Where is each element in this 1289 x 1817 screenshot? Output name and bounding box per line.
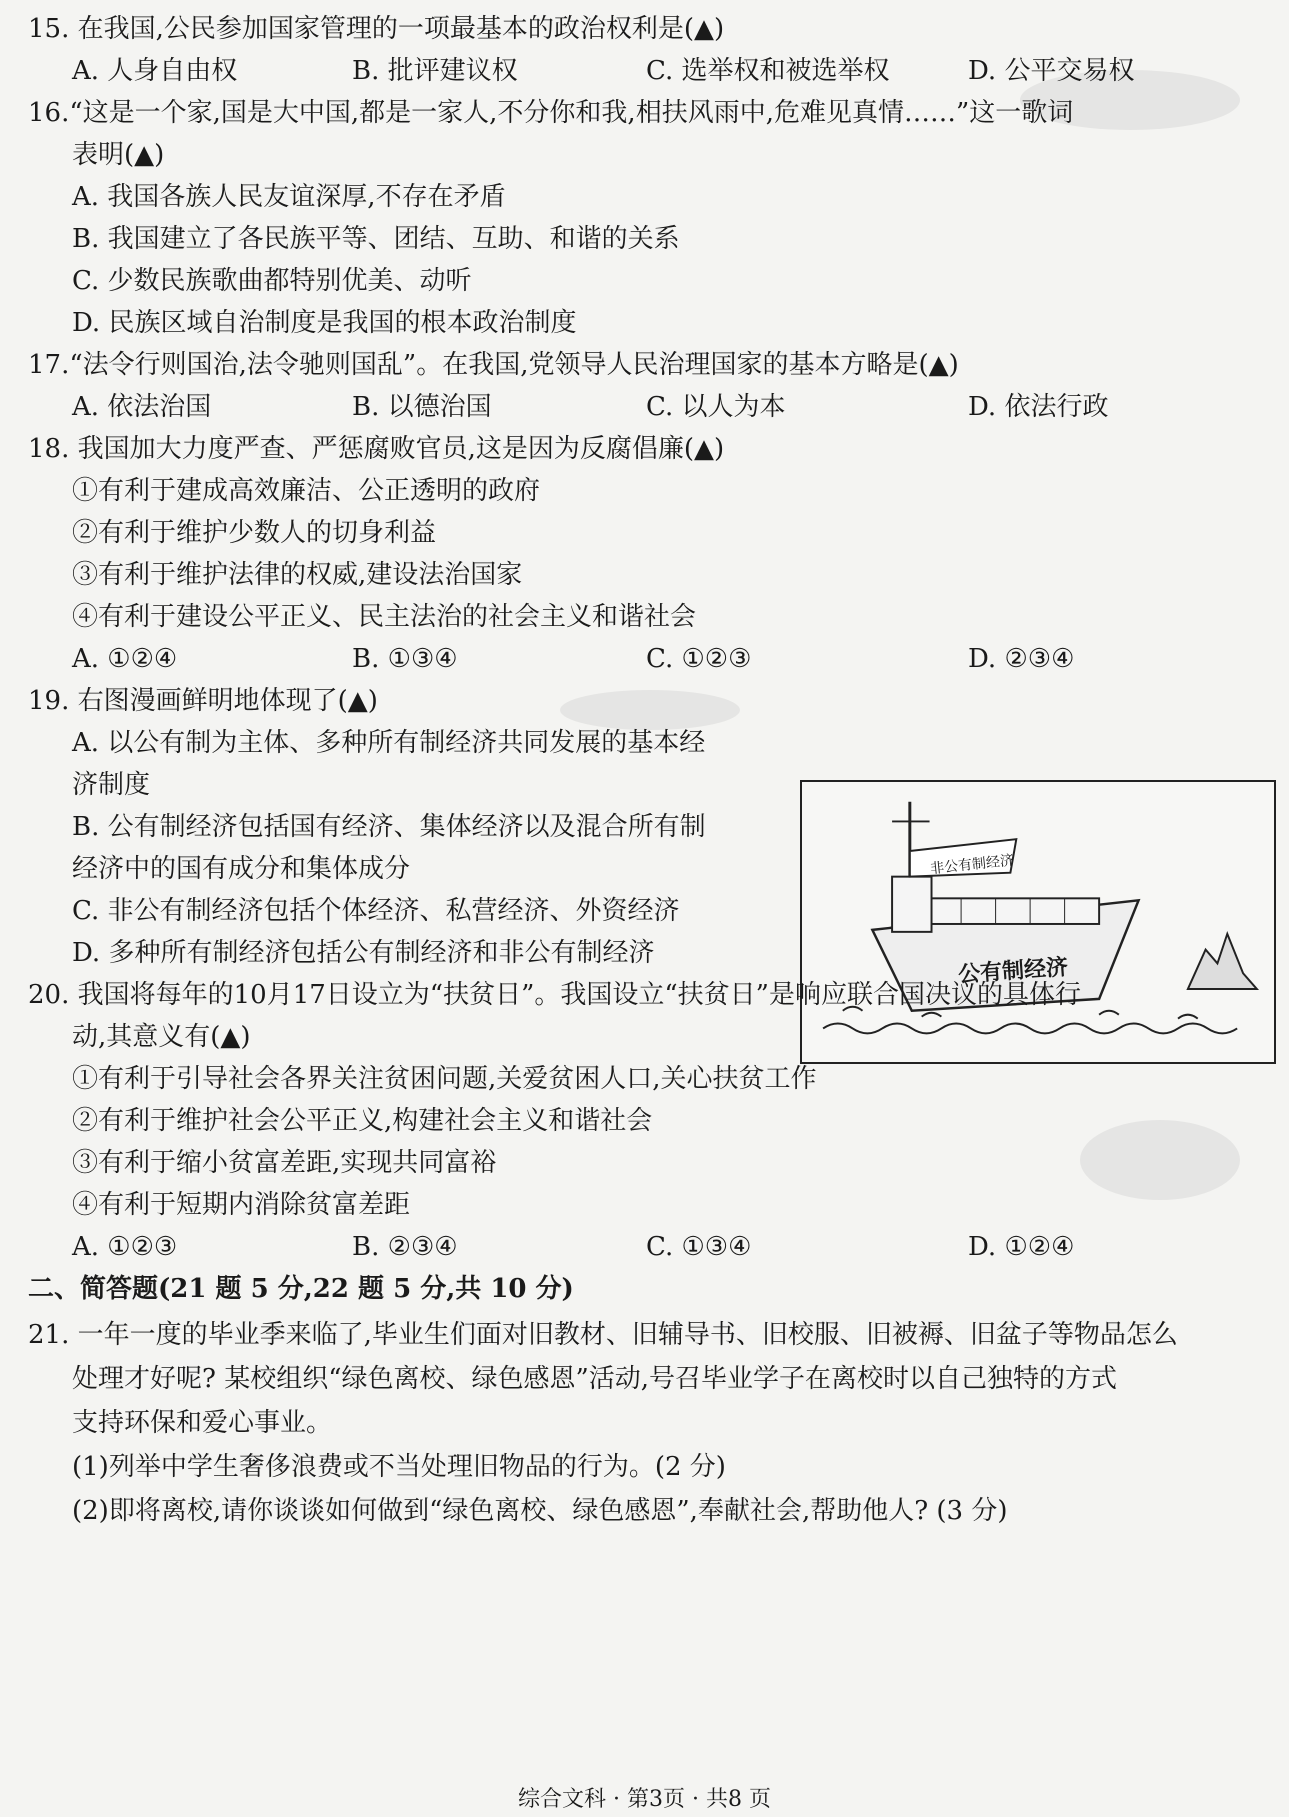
ship-cartoon-illustration — [802, 782, 1274, 1062]
q16-option-c: C. 少数民族歌曲都特别优美、动听 — [72, 266, 472, 296]
q20-option-a: A. ①②③ — [72, 1232, 178, 1262]
q20-stem-cont: 动,其意义有(▲) — [72, 1022, 251, 1052]
q18-option-d: D. ②③④ — [968, 644, 1075, 674]
q15-option-b: B. 批评建议权 — [352, 56, 518, 86]
q21-subquestion-1: (1)列举中学生奢侈浪费或不当处理旧物品的行为。(2 分) — [72, 1452, 726, 1482]
q16-option-a: A. 我国各族人民友谊深厚,不存在矛盾 — [72, 182, 506, 212]
q15-stem: 15. 在我国,公民参加国家管理的一项最基本的政治权利是(▲) — [28, 14, 725, 44]
q20-item-1: ①有利于引导社会各界关注贫困问题,关爱贫困人口,关心扶贫工作 — [72, 1064, 817, 1094]
q16-option-d: D. 民族区域自治制度是我国的根本政治制度 — [72, 308, 577, 338]
page-footer: 综合文科 · 第3页 · 共8 页 — [518, 1787, 771, 1812]
q15-option-c: C. 选举权和被选举权 — [646, 56, 890, 86]
scan-noise — [560, 690, 740, 730]
q21-subquestion-2: (2)即将离校,请你谈谈如何做到“绿色离校、绿色感恩”,奉献社会,帮助他人? (3 分) — [72, 1496, 1008, 1526]
q19-option-a: A. 以公有制为主体、多种所有制经济共同发展的基本经 — [72, 728, 706, 758]
q20-item-3: ③有利于缩小贫富差距,实现共同富裕 — [72, 1148, 497, 1178]
q21-stem-cont-1: 处理才好呢? 某校组织“绿色离校、绿色感恩”活动,号召毕业学子在离校时以自己独特的方式 — [72, 1364, 1118, 1394]
cartoon-hull-label: 公有制经济 — [957, 955, 1069, 988]
q18-option-c: C. ①②③ — [646, 644, 752, 674]
q18-option-a: A. ①②④ — [72, 644, 178, 674]
q17-option-d: D. 依法行政 — [968, 392, 1109, 422]
q21-stem: 21. 一年一度的毕业季来临了,毕业生们面对旧教材、旧辅导书、旧校服、旧被褥、旧盆子等物品怎么 — [28, 1320, 1178, 1350]
q20-item-2: ②有利于维护社会公平正义,构建社会主义和谐社会 — [72, 1106, 653, 1136]
q20-option-c: C. ①③④ — [646, 1232, 752, 1262]
q20-option-d: D. ①②④ — [968, 1232, 1075, 1262]
scan-noise — [1080, 1120, 1240, 1200]
q19-option-d: D. 多种所有制经济包括公有制经济和非公有制经济 — [72, 938, 655, 968]
q19-option-c: C. 非公有制经济包括个体经济、私营经济、外资经济 — [72, 896, 680, 926]
q20-stem: 20. 我国将每年的10月17日设立为“扶贫日”。我国设立“扶贫日”是响应联合国决议的具体行 — [28, 980, 1081, 1010]
q17-stem: 17.“法令行则国治,法令驰则国乱”。在我国,党领导人民治理国家的基本方略是(▲) — [28, 350, 959, 380]
q21-stem-cont-2: 支持环保和爱心事业。 — [72, 1408, 333, 1438]
q16-stem: 16.“这是一个家,国是大中国,都是一家人,不分你和我,相扶风雨中,危难见真情……”这一歌词 — [28, 98, 1074, 128]
q18-option-b: B. ①③④ — [352, 644, 458, 674]
q19-option-b-cont: 经济中的国有成分和集体成分 — [72, 854, 411, 884]
q19-option-b: B. 公有制经济包括国有经济、集体经济以及混合所有制 — [72, 812, 706, 842]
q19-option-a-cont: 济制度 — [72, 770, 151, 800]
q16-option-b: B. 我国建立了各民族平等、团结、互助、和谐的关系 — [72, 224, 680, 254]
q17-option-b: B. 以德治国 — [352, 392, 492, 422]
cartoon-flag-label: 非公有制经济 — [929, 852, 1015, 878]
q20-item-4: ④有利于短期内消除贫富差距 — [72, 1190, 411, 1220]
q19-stem: 19. 右图漫画鲜明地体现了(▲) — [28, 686, 378, 716]
q18-item-2: ②有利于维护少数人的切身利益 — [72, 518, 437, 548]
q18-stem: 18. 我国加大力度严查、严惩腐败官员,这是因为反腐倡廉(▲) — [28, 434, 725, 464]
q17-option-a: A. 依法治国 — [72, 392, 212, 422]
q15-option-a: A. 人身自由权 — [72, 56, 238, 86]
q18-item-4: ④有利于建设公平正义、民主法治的社会主义和谐社会 — [72, 602, 697, 632]
q17-option-c: C. 以人为本 — [646, 392, 786, 422]
q19-cartoon — [800, 780, 1276, 1064]
q18-item-3: ③有利于维护法律的权威,建设法治国家 — [72, 560, 523, 590]
section-title: 二、简答题(21 题 5 分,22 题 5 分,共 10 分) — [28, 1274, 574, 1304]
q18-item-1: ①有利于建成高效廉洁、公正透明的政府 — [72, 476, 541, 506]
q16-stem-cont: 表明(▲) — [72, 140, 165, 170]
q20-option-b: B. ②③④ — [352, 1232, 458, 1262]
q15-option-d: D. 公平交易权 — [968, 56, 1135, 86]
